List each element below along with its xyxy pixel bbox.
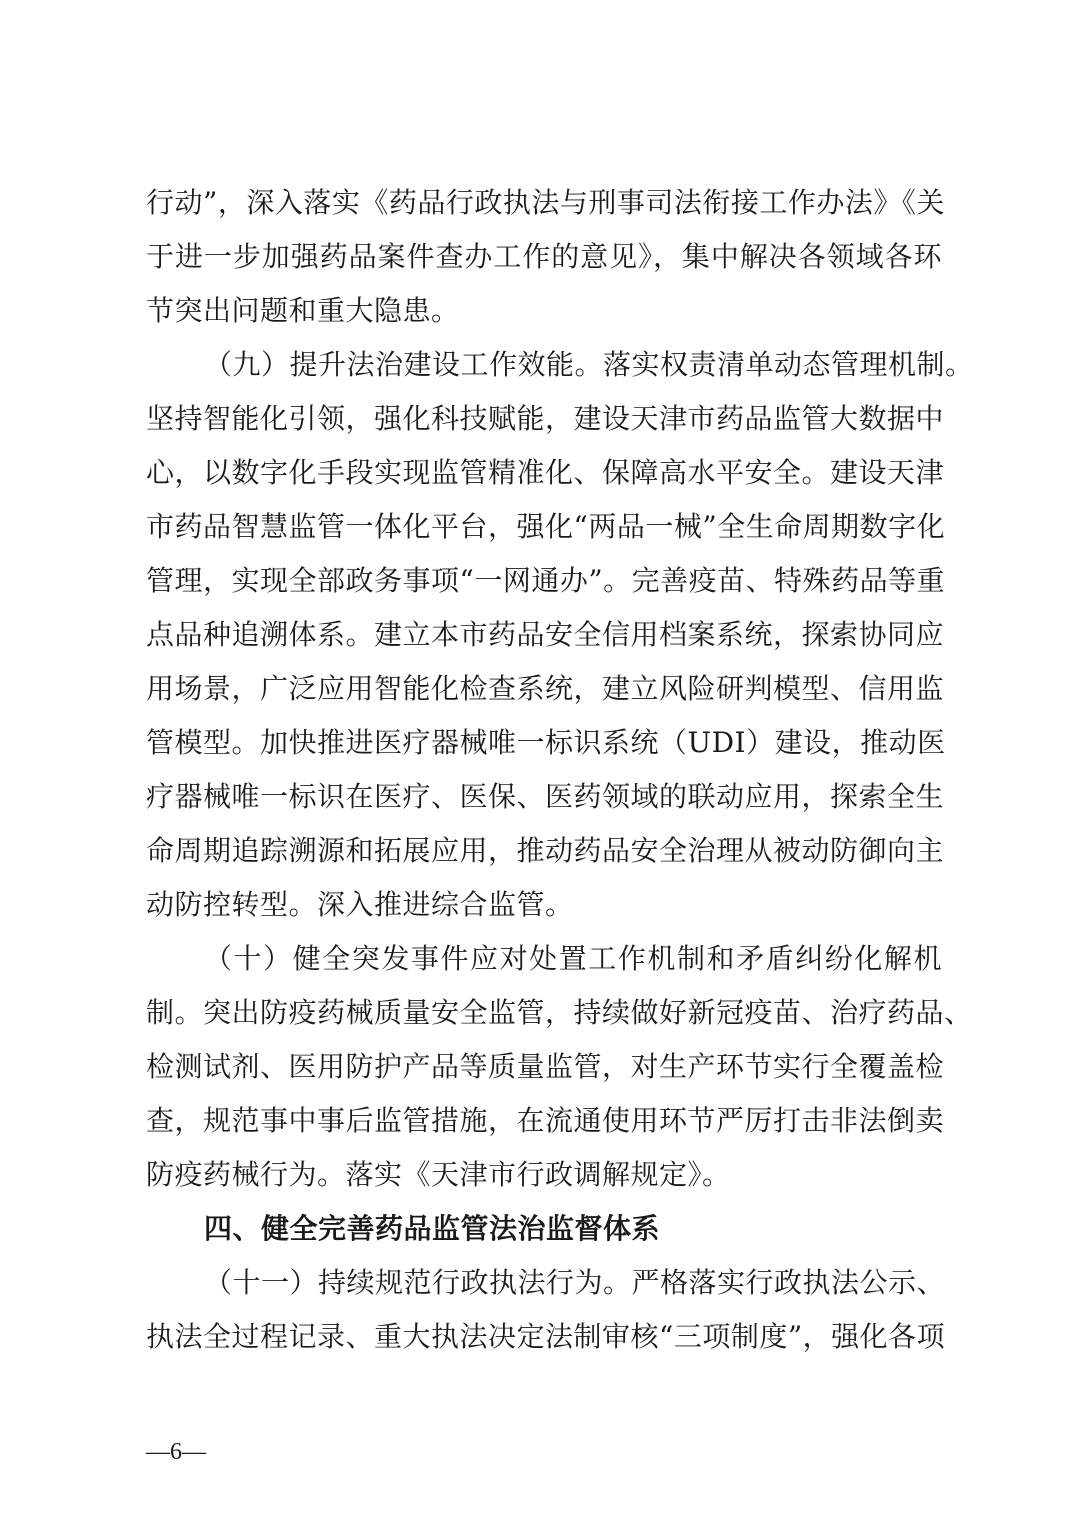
section-nine-heading-line: （九）提升法治建设工作效能。落实权责清单动态管理机制。	[204, 348, 974, 381]
body-text	[146, 176, 974, 1364]
text-line: 心，以数字化手段实现监管精准化、保障高水平安全。建设天津	[146, 456, 945, 489]
text-line: 于进一步加强药品案件查办工作的意见》，集中解决各领域各环	[146, 240, 942, 273]
page-number: —6—	[146, 1439, 206, 1465]
text-line: 行动”，深入落实《药品行政执法与刑事司法衔接工作办法》《关	[146, 186, 945, 219]
text-line: 检测试剂、医用防护产品等质量监管，对生产环节实行全覆盖检	[146, 1050, 945, 1083]
section-eleven-heading-line: （十一）持续规范行政执法行为。严格落实行政执法公示、	[204, 1266, 946, 1299]
text-line: 坚持智能化引领，强化科技赋能，建设天津市药品监管大数据中	[146, 402, 945, 435]
text-line: 疗器械唯一标识在医疗、医保、医药领域的联动应用，探索全生	[146, 780, 945, 813]
text-line: 管理，实现全部政务事项“一网通办”。完善疫苗、特殊药品等重	[146, 564, 946, 597]
text-line: 用场景，广泛应用智能化检查系统，建立风险研判模型、信用监	[146, 672, 945, 705]
text-line: 动防控转型。深入推进综合监管。	[146, 888, 574, 921]
text-line: 查，规范事中事后监管措施，在流通使用环节严厉打击非法倒卖	[146, 1104, 945, 1137]
part-four-heading: 四、健全完善药品监管法治监督体系	[204, 1212, 661, 1245]
text-line: 制。突出防疫药械质量安全监管，持续做好新冠疫苗、治疗药品、	[146, 996, 973, 1029]
section-ten-heading-line: （十）健全突发事件应对处置工作机制和矛盾纠纷化解机	[204, 942, 942, 975]
text-line: 执法全过程记录、重大执法决定法制审核“三项制度”，强化各项	[146, 1320, 946, 1353]
text-line: 管模型。加快推进医疗器械唯一标识系统（UDI）建设，推动医	[146, 726, 946, 759]
text-line: 点品种追溯体系。建立本市药品安全信用档案系统，探索协同应	[146, 618, 945, 651]
text-line: 市药品智慧监管一体化平台，强化“两品一械”全生命周期数字化	[146, 510, 946, 543]
text-line: 命周期追踪溯源和拓展应用，推动药品安全治理从被动防御向主	[146, 834, 945, 867]
text-line: 节突出问题和重大隐患。	[146, 294, 460, 327]
text-line: 防疫药械行为。落实《天津市行政调解规定》。	[146, 1158, 731, 1191]
